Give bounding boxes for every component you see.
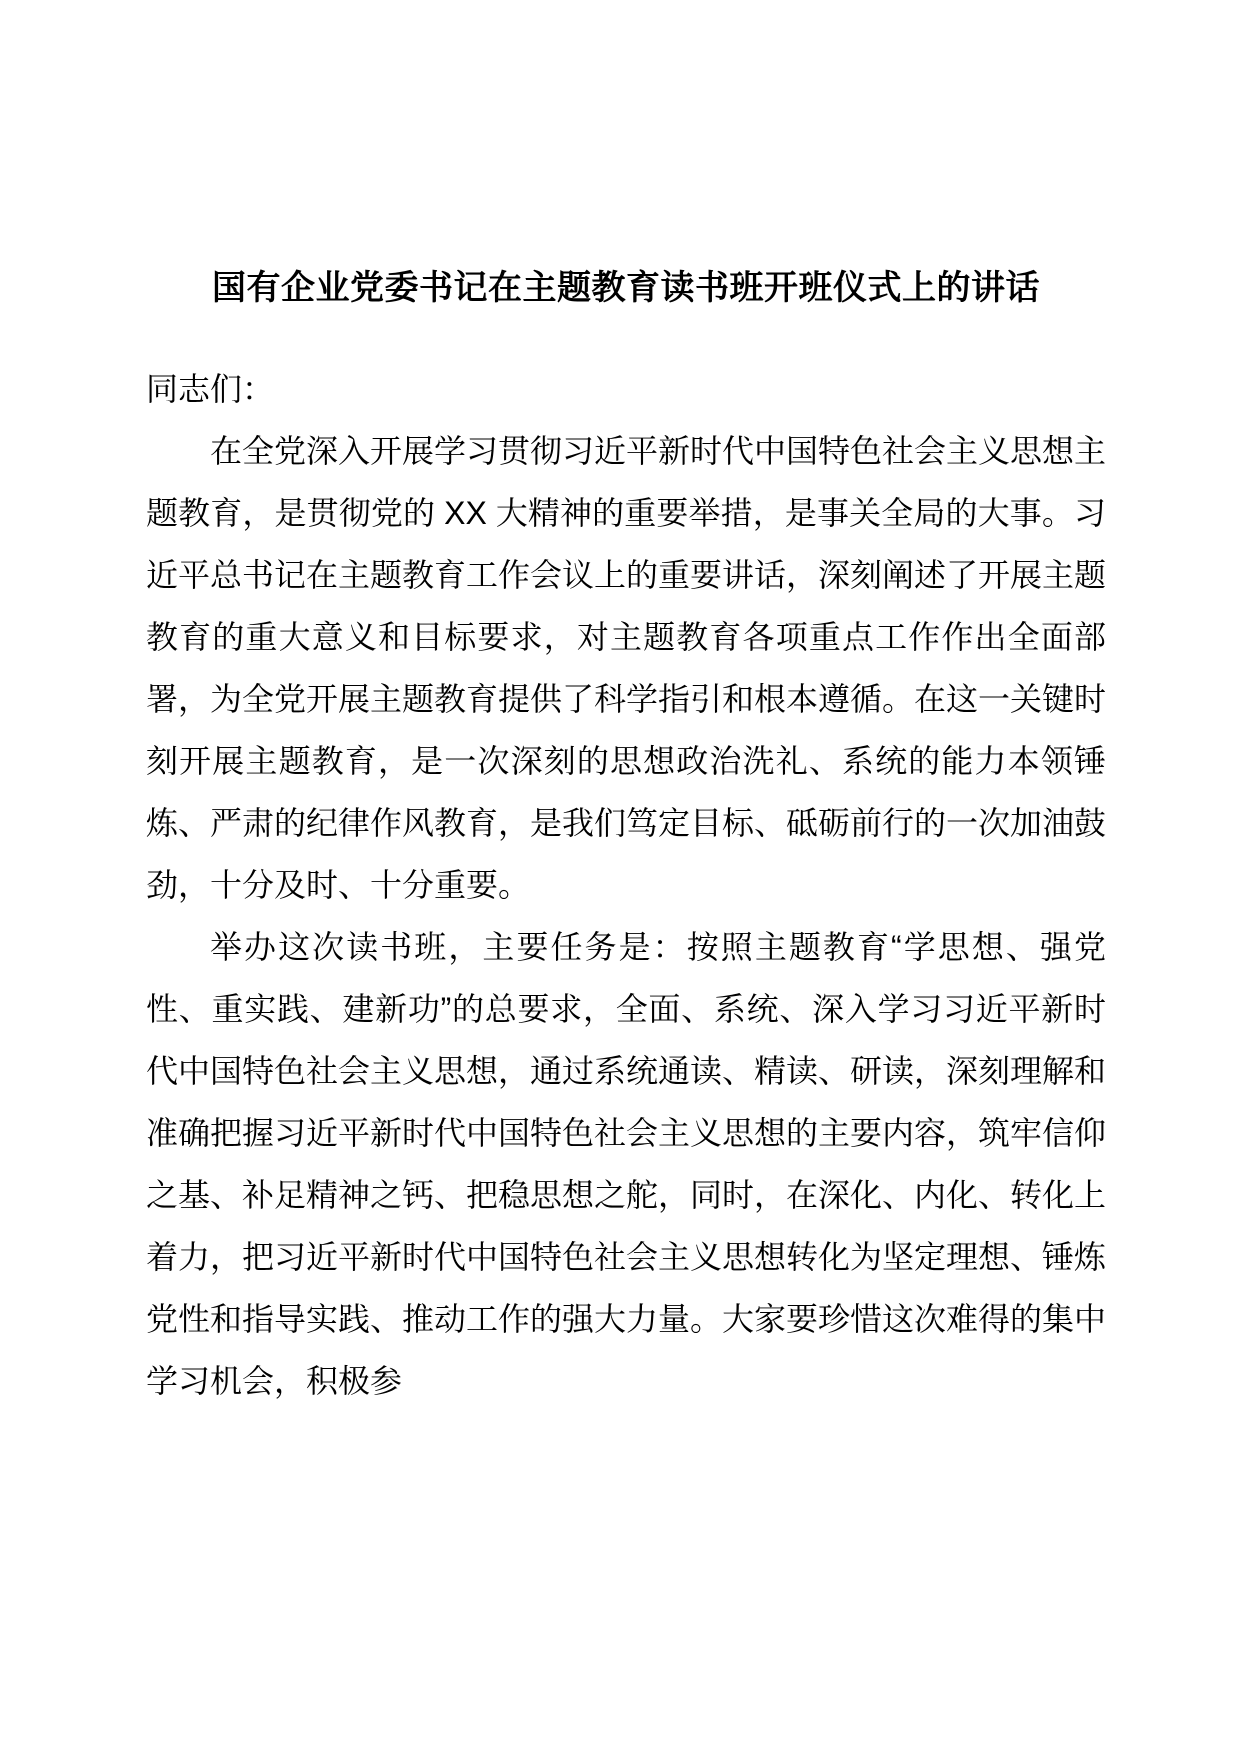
document-title: 国有企业党委书记在主题教育读书班开班仪式上的讲话 [212, 269, 1040, 307]
paragraph-salutation: 同志们： [146, 371, 275, 407]
paragraph: 在全党深入开展学习贯彻习近平新时代中国特色社会主义思想主题教育，是贯彻党的 XX 大精神的重要举措，是事关全局的大事。习近平总书记在主题教育工作会议上的重要讲话，深刻阐述了开展主题教育的重大意义和目标要求，对主题教育各项重点工作作出全面部署，为全党开展主题教育提供了科学指引和根本遵循。在这一关键时刻开展主题教育，是一次深刻的思想政治洗礼、系统的能力本领锤炼、严肃的纪律作风教育，是我们笃定目标、砥砺前行的一次加油鼓劲，十分及时、十分重要。 [146, 433, 1107, 903]
paragraph: 举办这次读书班，主要任务是：按照主题教育“学思想、强党性、重实践、建新功”的总要求，全面、系统、深入学习习近平新时代中国特色社会主义思想，通过系统通读、精读、研读，深刻理解和准确把握习近平新时代中国特色社会主义思想的主要内容，筑牢信仰之基、补足精神之钙、把稳思想之舵，同时，在深化、内化、转化上着力，把习近平新时代中国特色社会主义思想转化为坚定理想、锤炼党性和指导实践、推动工作的强大力量。大家要珍惜这次难得的集中学习机会，积极参 [146, 929, 1107, 1399]
document-body [146, 358, 1106, 1412]
